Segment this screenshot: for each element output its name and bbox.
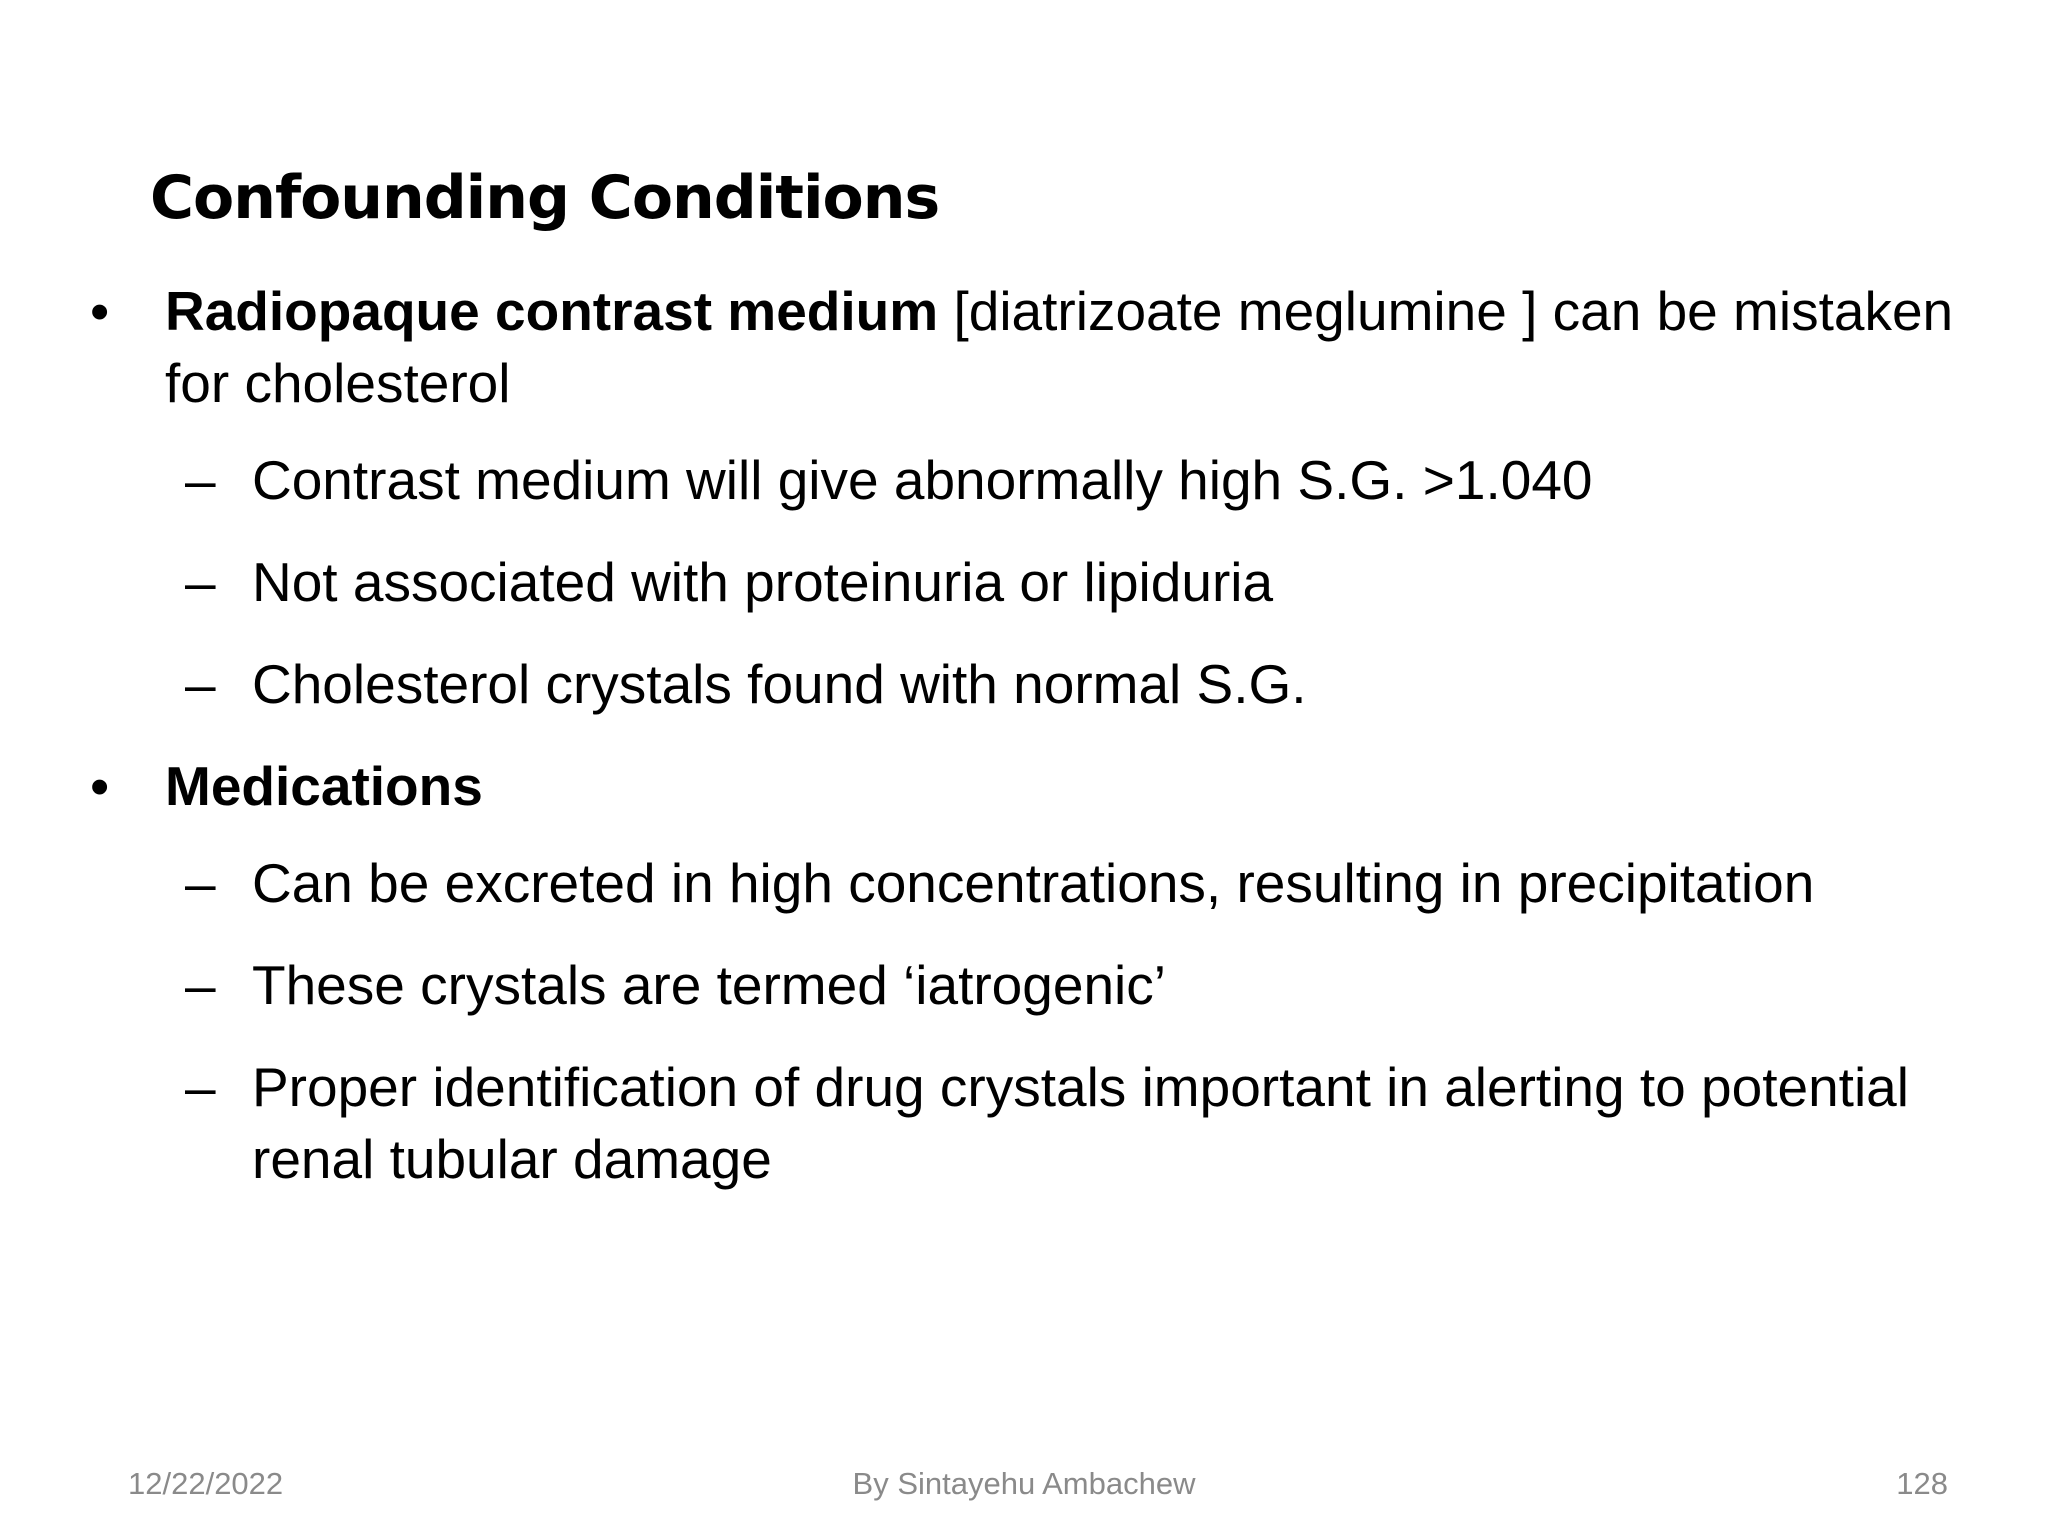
dash-marker: – (185, 1056, 216, 1118)
footer-page-number: 128 (1896, 1466, 1948, 1501)
subitem-text: Not associated with proteinuria or lipiduria (252, 551, 1274, 613)
dash-marker: – (185, 653, 216, 715)
slide-title: Confounding Conditions (150, 163, 940, 233)
subitem-contrast-sg (90, 444, 2010, 516)
bullet-bold-text: Radiopaque contrast medium (165, 280, 939, 342)
dash-marker: – (185, 954, 216, 1016)
subitem-excreted (90, 847, 2010, 919)
bullet-medications (90, 750, 2010, 822)
subitem-text: Can be excreted in high concentrations, resulting in precipitation (252, 852, 1815, 914)
subitem-text: These crystals are termed ‘iatrogenic’ (252, 954, 1166, 1016)
subitem-text: Contrast medium will give abnormally high S.G. >1.040 (252, 449, 1593, 511)
bullet-radiopaque-contrast (90, 275, 2010, 419)
footer-author: By Sintayehu Ambachew (852, 1466, 1196, 1501)
bullet-text: [diatrizoate meglumine ] can be mistaken for cholesterol (165, 280, 1954, 414)
dash-marker: – (185, 852, 216, 914)
subitem-cholesterol-crystals (90, 648, 2010, 720)
bullet-marker: • (90, 755, 110, 817)
dash-marker: – (185, 551, 216, 613)
subitem-text: Proper identification of drug crystals important in alerting to potential renal tubular damage (252, 1056, 1909, 1190)
slide-content (90, 275, 2010, 1225)
bullet-bold-text: Medications (165, 755, 483, 817)
footer-date: 12/22/2022 (128, 1466, 284, 1501)
bullet-marker: • (90, 280, 110, 342)
subitem-text: Cholesterol crystals found with normal S.G. (252, 653, 1307, 715)
dash-marker: – (185, 449, 216, 511)
subitem-identification (90, 1051, 2010, 1195)
subitem-not-associated (90, 546, 2010, 618)
subitem-iatrogenic (90, 949, 2010, 1021)
